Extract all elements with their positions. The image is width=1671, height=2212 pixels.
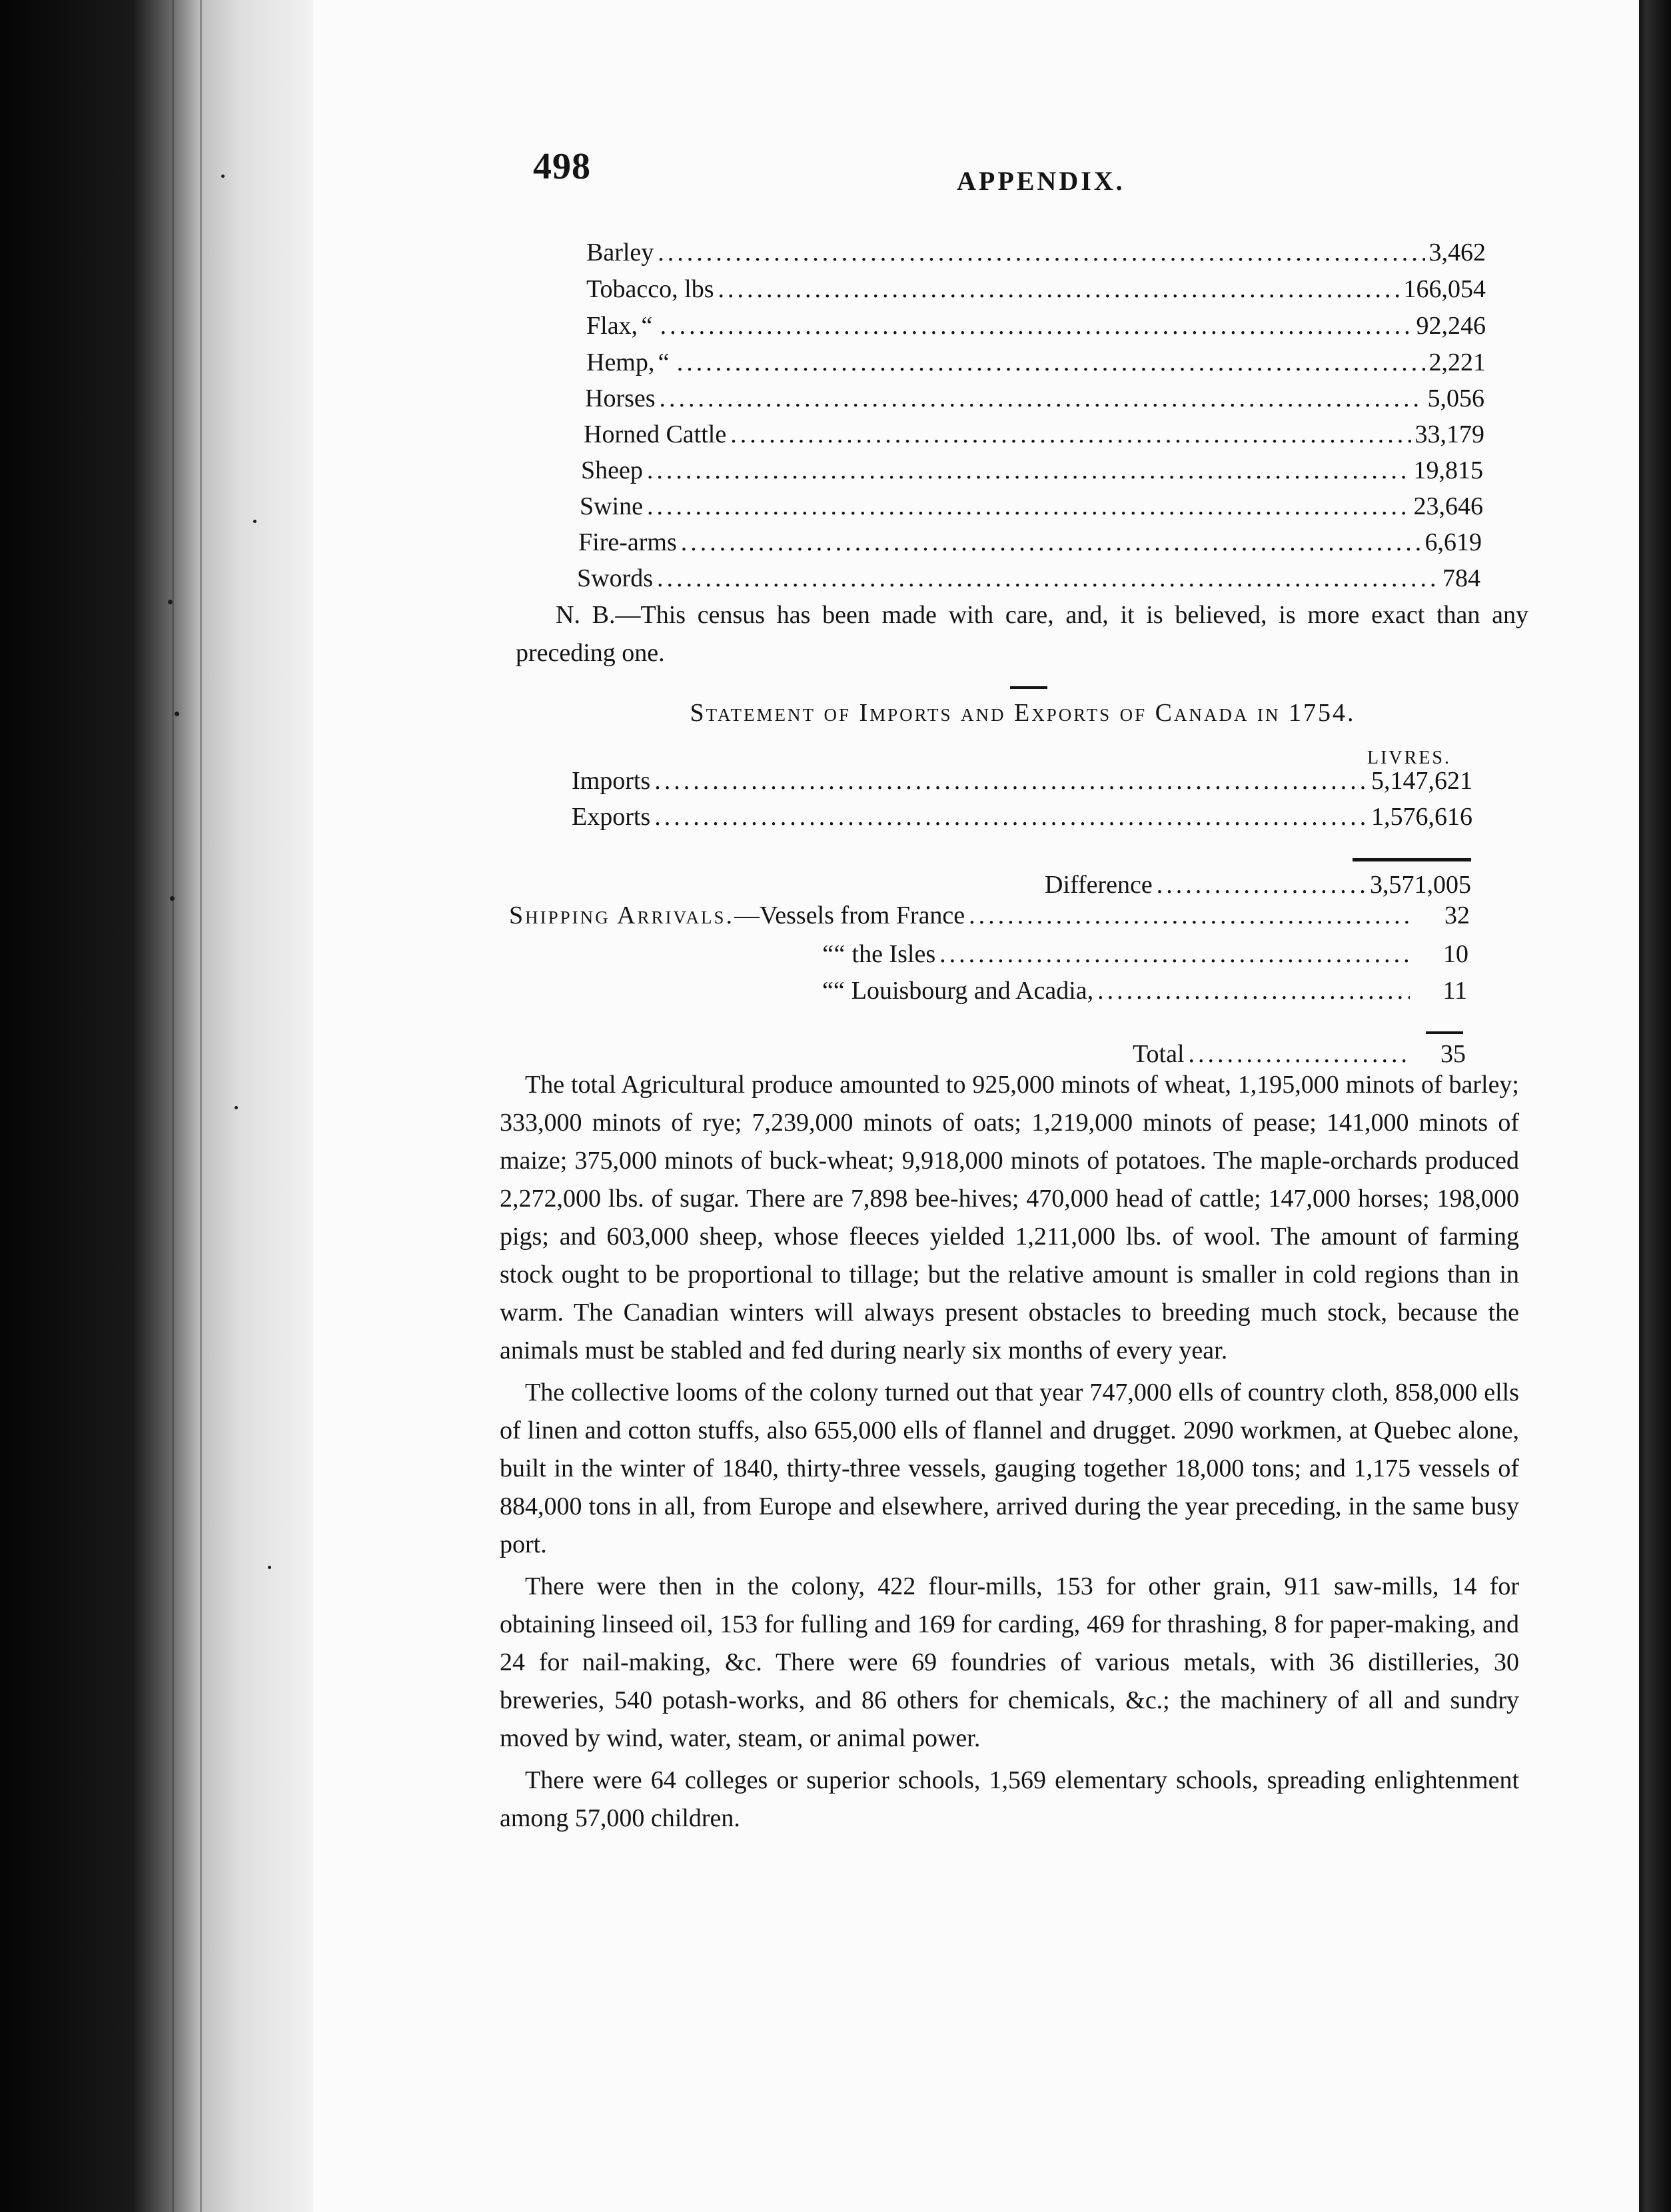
census-value: 23,646: [1413, 492, 1483, 520]
right-page-edge: [1639, 0, 1671, 2212]
census-note-text: N. B.—This census has been made with care, and, it is believed, is more exact than any preceding one.: [516, 601, 1528, 667]
total-label: Total: [1133, 1040, 1185, 1068]
edge-strip: [172, 0, 174, 2212]
ditto-mark: “: [822, 940, 834, 968]
section-rule: [1010, 686, 1047, 689]
leader-dots: [647, 454, 1410, 486]
census-label: Barley: [586, 239, 654, 267]
shipping-count: 32: [1444, 901, 1470, 929]
difference-row: [1045, 869, 1471, 901]
exports-row: [572, 801, 1472, 833]
statement-heading: Statement of Imports and Exports of Canada in 1754.: [690, 699, 1356, 727]
leader-dots: [647, 490, 1410, 522]
leader-dots: [657, 562, 1438, 594]
census-value: 33,179: [1414, 420, 1484, 448]
shipping-origin: Louisbourg and Acadia,: [851, 977, 1094, 1005]
leader-dots: [654, 801, 1367, 833]
census-label: Hemp,: [586, 348, 655, 376]
census-label: Swords: [577, 564, 654, 592]
shipping-origin: —Vessels from France: [734, 901, 965, 929]
census-label: Tobacco, lbs: [586, 275, 714, 303]
shipping-row: [509, 899, 1470, 931]
census-value: 2,221: [1428, 348, 1486, 376]
census-label: Horses: [585, 384, 656, 412]
body-text: [500, 1066, 1519, 1838]
census-value: 5,056: [1427, 384, 1484, 412]
book-edge: [0, 0, 313, 2212]
shipping-total-row: [1133, 1038, 1466, 1070]
exports-label: Exports: [572, 803, 651, 831]
census-row: [578, 526, 1482, 558]
leader-dots: [939, 938, 1411, 970]
census-label: Fire-arms: [578, 528, 677, 556]
shipping-row: [822, 938, 1468, 970]
census-row: [586, 237, 1486, 269]
imports-value: 5,147,621: [1371, 767, 1472, 795]
census-label: Flax,: [586, 312, 638, 340]
leader-dots: [658, 237, 1424, 269]
census-label: Horned Cattle: [584, 420, 727, 448]
leader-dots: [1157, 869, 1366, 901]
paragraph-schools: There were 64 colleges or superior schools, 1,569 elementary schools, spreading enlightenment among 57,000 children.: [500, 1766, 1519, 1832]
ditto-mark: “: [822, 977, 834, 1005]
unit-label: LIVRES.: [1367, 748, 1451, 768]
paragraph-looms: The collective looms of the colony turned out that year 747,000 ells of country cloth, 858,000 ells of linen and cotton stuffs, also 655,000 ells of flannel and drugget. 2090 workmen, at Quebec alone, built in the winter of 1840, thirty-three vessels, gauging together 18,000 tons; and 1,175 vessels of 884,000 tons in all, from Europe and elsewhere, arrived during the year preceding, in the same busy port.: [500, 1379, 1519, 1558]
paragraph-mills: There were then in the colony, 422 flour-mills, 153 for other grain, 911 saw-mills, 14 for obtaining linseed oil, 153 for fulling and 169 for carding, 469 for thrashing, 8 for paper-making, and 24 for nail-making, &c. There were 69 foundries of various metals, with 36 distilleries, 30 breweries, 540 potash-works, and 86 others for chemicals, &c.; the machinery of all and sundry moved by wind, water, steam, or animal power.: [500, 1572, 1519, 1752]
difference-label: Difference: [1045, 871, 1153, 899]
shipping-row: [822, 975, 1467, 1007]
census-row: [586, 310, 1486, 342]
census-value: 3,462: [1428, 239, 1486, 267]
running-title: APPENDIX.: [957, 166, 1125, 196]
census-label: Swine: [580, 492, 643, 520]
ditto-mark: “: [658, 348, 670, 376]
census-row: [577, 562, 1480, 594]
leader-dots: [730, 418, 1410, 450]
shipping-count: 11: [1442, 977, 1467, 1005]
difference-value: 3,571,005: [1370, 871, 1471, 899]
ditto-mark: “: [833, 977, 845, 1005]
census-row: [581, 454, 1483, 486]
census-value: 784: [1442, 564, 1480, 592]
census-value: 6,619: [1424, 528, 1482, 556]
census-row: [585, 382, 1484, 414]
imports-row: [572, 765, 1472, 797]
shipping-origin: the Isles: [851, 940, 936, 968]
census-row: [586, 346, 1486, 378]
page-number: 498: [533, 146, 591, 187]
leader-dots: [969, 899, 1412, 931]
shipping-count: 10: [1443, 940, 1469, 968]
leader-dots: [681, 526, 1421, 558]
sum-rule: [1353, 858, 1471, 861]
census-note: [516, 596, 1528, 672]
shipping-heading: Shipping Arrivals.: [509, 901, 735, 929]
leader-dots: [1097, 975, 1410, 1007]
imports-label: Imports: [572, 767, 651, 795]
census-label: Sheep: [581, 456, 643, 484]
speck: [253, 520, 257, 523]
census-row: [580, 490, 1483, 522]
leader-dots: [660, 310, 1412, 342]
sum-rule: [1426, 1031, 1463, 1034]
speck: [221, 175, 225, 178]
leader-dots: [654, 765, 1367, 797]
ditto-mark: “: [834, 940, 845, 968]
leader-dots: [1189, 1038, 1408, 1070]
total-value: 35: [1440, 1040, 1466, 1068]
leader-dots: [660, 382, 1424, 414]
edge-strip: [200, 0, 202, 2212]
ditto-mark: “: [641, 312, 653, 340]
exports-value: 1,576,616: [1371, 803, 1472, 831]
census-value: 19,815: [1413, 456, 1483, 484]
speck: [268, 1566, 271, 1569]
leader-dots: [677, 346, 1425, 378]
census-value: 166,054: [1403, 275, 1486, 303]
speck: [168, 600, 173, 604]
paragraph-agriculture: The total Agricultural produce amounted to 925,000 minots of wheat, 1,195,000 minots of barley; 333,000 minots of rye; 7,239,000 minots of oats; 1,219,000 minots of pease; 141,000 minots of maize; 375,000 minots of buck-wheat; 9,918,000 minots of potatoes. The maple-orchards produced 2,272,000 lbs. of sugar. There are 7,898 bee-hives; 470,000 head of cattle; 147,000 horses; 198,000 pigs; and 603,000 sheep, whose fleeces yielded 1,211,000 lbs. of wool. The amount of farming stock ought to be proportional to tillage; but the relative amount is smaller in cold regions than in warm. The Canadian winters will always present obstacles to breeding much stock, because the animals must be stabled and fed during nearly six months of every year.: [500, 1071, 1519, 1365]
census-row: [586, 273, 1486, 305]
census-row: [584, 418, 1484, 450]
speck: [235, 1106, 238, 1109]
speck: [170, 896, 175, 901]
leader-dots: [718, 273, 1400, 305]
census-value: 92,246: [1416, 312, 1486, 340]
speck: [175, 712, 179, 716]
